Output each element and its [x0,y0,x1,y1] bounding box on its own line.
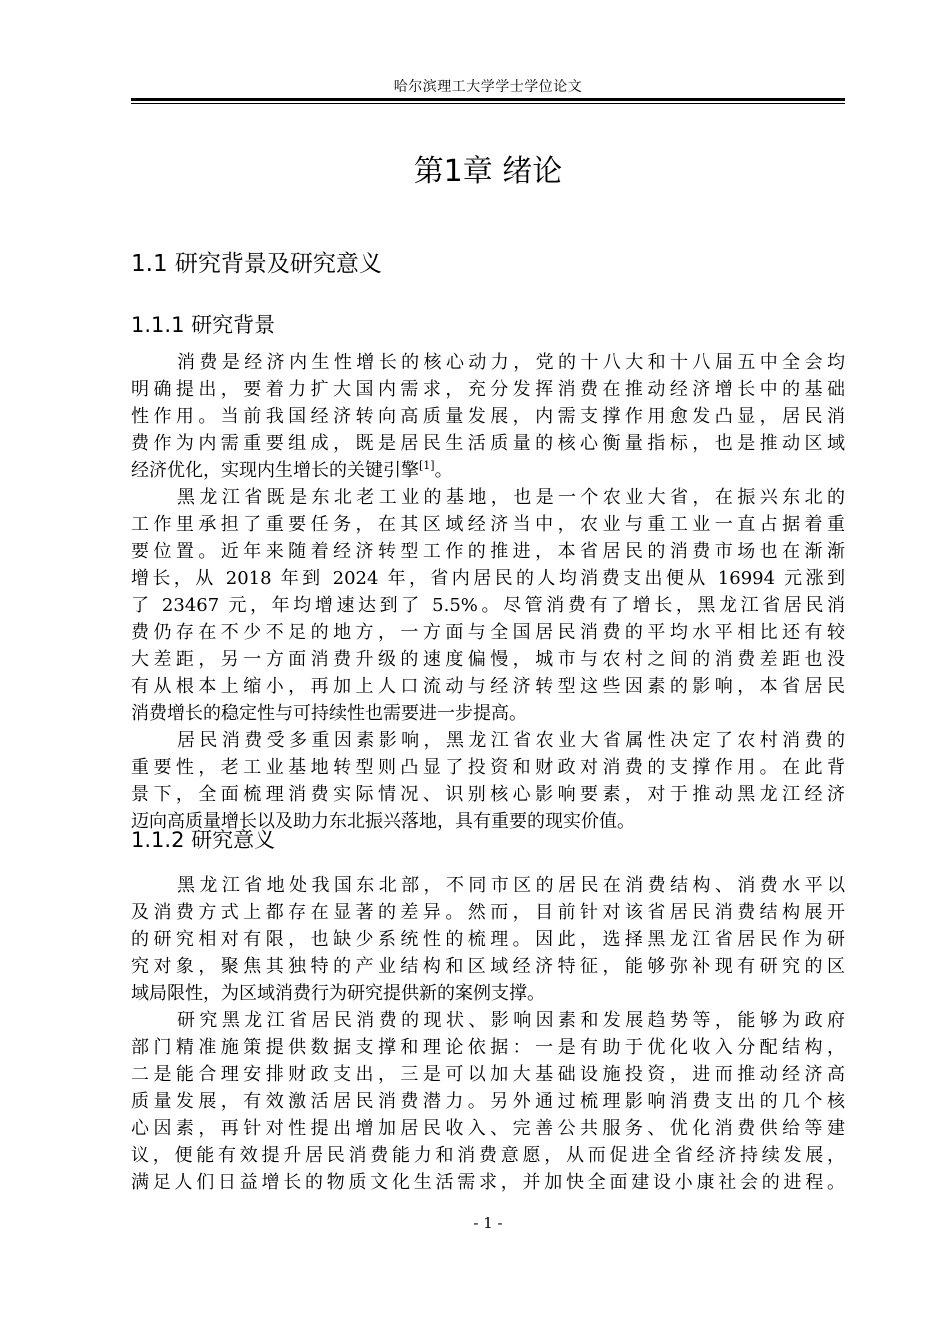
text-line: 居民消费受多重因素影响，黑龙江省农业大省属性决定了农村消费的 [177,730,845,751]
paragraph-significance-1 [131,872,845,1007]
text-line: 增长，从 2018 年到 2024 年，省内居民的人均消费支出便从 16994 元涨到 [131,568,845,589]
text-line: 消费增长的稳定性与可持续性也需要进一步提高。 [131,703,527,724]
text-line: 部门精准施策提供数据支撑和理论依据：一是有助于优化收入分配结构， [131,1037,845,1058]
text-line [131,457,845,484]
text-line: 议，便能有效提升居民消费能力和消费意愿，从而促进全省经济持续发展， [131,1145,845,1166]
text-line: 研究黑龙江省居民消费的现状、影响因素和发展趋势等，能够为政府 [177,1010,845,1031]
subsection-heading-1-1-1: 1.1.1 研究背景 [131,313,276,337]
text-fragment: 经济优化，实现内生增长的关键引擎 [131,460,419,481]
text-line: 的研究相对有限，也缺少系统性的梳理。因此，选择黑龙江省居民作为研 [131,929,845,950]
text-line: 黑龙江省既是东北老工业的基地，也是一个农业大省，在振兴东北的 [177,487,845,508]
subsection-heading-1-1-2: 1.1.2 研究意义 [131,828,276,852]
page-number: - 1 - [473,1214,503,1232]
text-line: 质量发展，有效激活居民消费潜力。另外通过梳理影响消费支出的几个核 [131,1091,845,1112]
text-line: 费作为内需重要组成，既是居民生活质量的核心衡量指标，也是推动区域 [131,433,845,454]
header-rule-thin [131,103,845,104]
text-line: 满足人们日益增长的物质文化生活需求，并加快全面建设小康社会的进程。 [131,1172,845,1193]
text-line: 工作里承担了重要任务，在其区域经济当中，农业与重工业一直占据着重 [131,514,845,535]
running-header: 哈尔滨理工大学学士学位论文 [393,79,583,95]
text-line: 二是能合理安排财政支出，三是可以加大基础设施投资，进而推动经济高 [131,1064,845,1085]
text-line: 消费是经济内生性增长的核心动力，党的十八大和十八届五中全会均 [177,352,845,373]
paragraph-significance-2 [131,1007,845,1196]
text-line: 费仍存在不少不足的地方，一方面与全国居民消费的平均水平相比还有较 [131,622,845,643]
text-line: 迈向高质量增长以及助力东北振兴落地，具有重要的现实价值。 [131,811,635,832]
paragraph-background-1 [131,349,845,484]
text-line: 明确提出，要着力扩大国内需求，充分发挥消费在推动经济增长中的基础 [131,379,845,400]
text-line: 究对象，聚焦其独特的产业结构和区域经济特征，能够弥补现有研究的区 [131,956,845,977]
chapter-title: 第1章 绪论 [413,154,563,189]
citation-marker: [1] [419,459,435,472]
text-line: 重要性，老工业基地转型则凸显了投资和财政对消费的支撑作用。在此背 [131,757,845,778]
text-line: 性作用。当前我国经济转向高质量发展，内需支撑作用愈发凸显，居民消 [131,406,845,427]
text-line: 要位置。近年来随着经济转型工作的推进，本省居民的消费市场也在渐渐 [131,541,845,562]
text-line: 心因素，再针对性提出增加居民收入、完善公共服务、优化消费供给等建 [131,1118,845,1139]
text-line: 有从根本上缩小，再加上人口流动与经济转型这些因素的影响，本省居民 [131,676,845,697]
text-line: 了 23467 元，年均增速达到了 5.5%。尽管消费有了增长，黑龙江省居民消 [131,595,845,616]
text-line: 大差距，另一方面消费升级的速度偏慢，城市与农村之间的消费差距也没 [131,649,845,670]
text-line: 及消费方式上都存在显著的差异。然而，目前针对该省居民消费结构展开 [131,902,845,923]
text-fragment: 。 [434,460,453,481]
text-line: 黑龙江省地处我国东北部，不同市区的居民在消费结构、消费水平以 [177,875,845,896]
header-rule-thick [131,98,845,101]
text-line: 景下，全面梳理消费实际情况、识别核心影响要素，对于推动黑龙江经济 [131,784,845,805]
paragraph-background-3 [131,727,845,835]
text-line: 域局限性，为区域消费行为研究提供新的案例支撑。 [131,983,545,1004]
paragraph-background-2 [131,484,845,727]
section-heading-1-1: 1.1 研究背景及研究意义 [131,251,382,277]
